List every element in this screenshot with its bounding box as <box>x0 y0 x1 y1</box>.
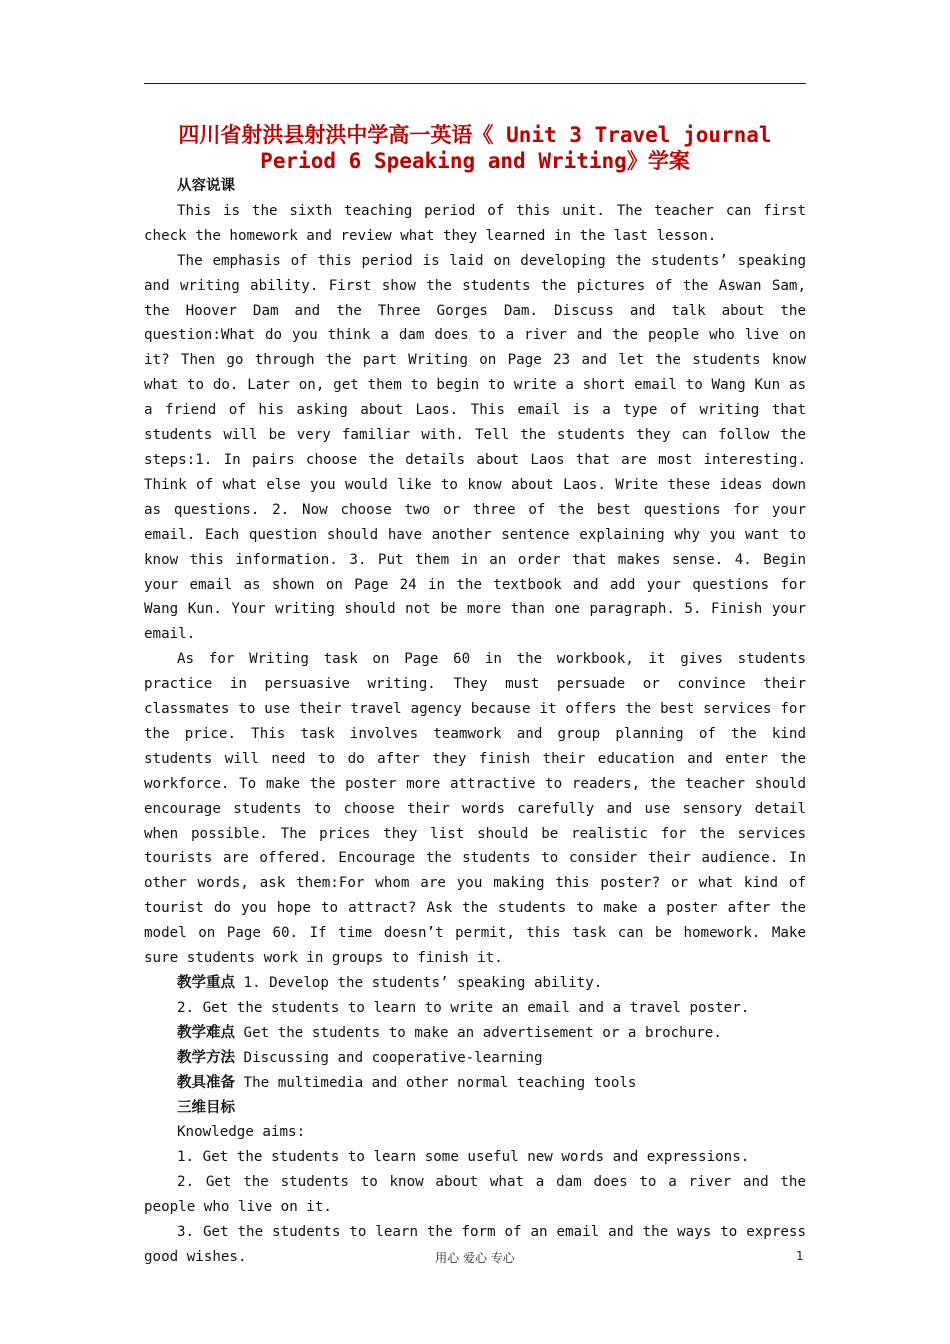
teaching-tools <box>144 1071 806 1096</box>
teaching-focus-label: 教学重点 <box>177 975 235 991</box>
document-body <box>144 174 806 1270</box>
paragraph-intro: This is the sixth teaching period of this unit. The teacher can first check the homework and review what they learned in the last lesson. <box>144 202 806 244</box>
teaching-tools-text: The multimedia and other normal teaching tools <box>235 1074 637 1091</box>
teaching-difficulty-text: Get the students to make an advertisement or a brochure. <box>235 1024 722 1041</box>
paragraph-emphasis: The emphasis of this period is laid on developing the students’ speaking and writing ability. First show the students the pictures of the Aswan Sam, the Hoover Dam and the Three Gorges Dam. Discuss and talk about the question:What do you think a dam does to a river and the people who live on it? Then go through the part Writing on Page 23 and let the students know what to do. Later on, get them to begin to write a short email to Wang Kun as a friend of his asking about Laos. This email is a type of writing that students will be very familiar with. Tell the students they can follow the steps:1. In pairs choose the details about Laos that are most interesting. Think of what else you would like to know about Laos. Write these ideas down as questions. 2. Now choose two or three of the best questions for your email. Each question should have another sentence explaining why you want to know this information. 3. Put them in an order that makes sense. 4. Begin your email as shown on Page 24 in the textbook and add your questions for Wang Kun. Your writing should not be more than one paragraph. 5. Finish your email. <box>144 252 806 643</box>
section-heading-course-talk: 从容说课 <box>177 178 235 194</box>
aim-item: 2. Get the students to know about what a dam does to a river and the people who live on it. <box>144 1174 806 1216</box>
aim-item: 1. Get the students to learn some useful new words and expressions. <box>177 1149 750 1166</box>
objectives-heading: 三维目标 <box>177 1099 235 1116</box>
knowledge-aims-label: Knowledge aims: <box>177 1124 306 1141</box>
teaching-difficulty-label: 教学难点 <box>177 1024 235 1041</box>
teaching-focus-text: 1. Develop the students’ speaking ability. <box>235 975 603 991</box>
teaching-difficulty <box>144 1021 806 1046</box>
teaching-tools-label: 教具准备 <box>177 1074 235 1091</box>
teaching-method-text: Discussing and cooperative-learning <box>235 1049 543 1066</box>
teaching-method <box>144 1046 806 1071</box>
teaching-method-label: 教学方法 <box>177 1049 235 1066</box>
header-rule <box>144 83 806 84</box>
teaching-focus-2: 2. Get the students to learn to write an email and a travel poster. <box>177 999 750 1016</box>
teaching-focus <box>144 971 806 996</box>
document-title: 四川省射洪县射洪中学高一英语《 Unit 3 Travel journal Period 6 Speaking and Writing》学案 <box>178 123 772 173</box>
aim-item: 3. Get the students to learn the form of an email and the ways to express good wishes. <box>144 1224 806 1265</box>
page-footer: 用心 爱心 专心 <box>435 1251 515 1265</box>
paragraph-workbook: As for Writing task on Page 60 in the workbook, it gives students practice in persuasive writing. They must persuade or convince their classmates to use their travel agency because it offers the best services for the price. This task involves teamwork and group planning of the kind students will need to do after they finish their education and enter the workforce. To make the poster more attractive to readers, the teacher should encourage students to choose their words carefully and use sensory detail when possible. The prices they list should be realistic for the services tourists are offered. Encourage the students to consider their audience. In other words, ask them:For whom are you making this poster? or what kind of tourist do you hope to attract? Ask the students to make a poster after the model on Page 60. If time doesn’t permit, this task can be homework. Make sure students work in groups to finish it. <box>144 651 806 967</box>
page-number: 1 <box>796 1249 804 1263</box>
